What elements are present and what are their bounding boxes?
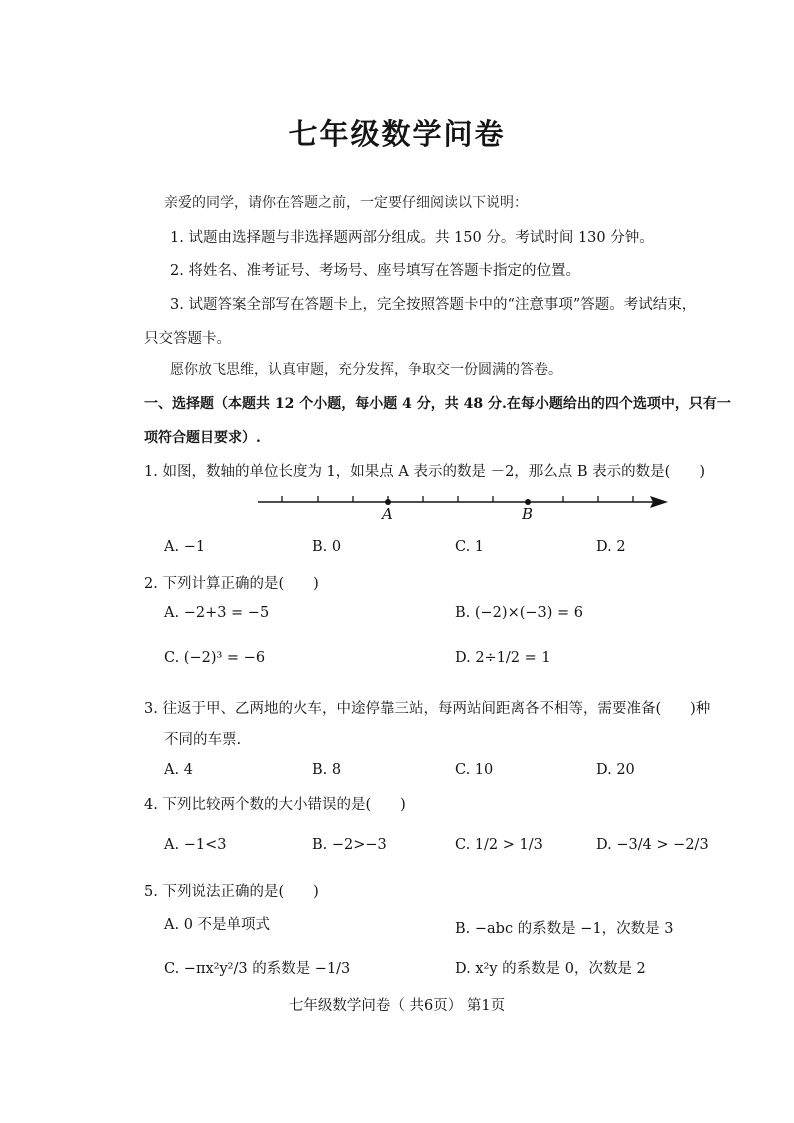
intro-wish: 愿你放飞思维，认真审题，充分发挥，争取交一份圆满的答卷。 xyxy=(170,362,562,378)
axis-ticks xyxy=(282,496,633,502)
question-4-stem: 4. 下列比较两个数的大小错误的是( ) xyxy=(144,797,406,813)
q5-option-c: C. −πx²y²/3 的系数是 −1/3 xyxy=(164,961,351,977)
question-3-stem-line-2: 不同的车票. xyxy=(164,732,242,748)
q1-option-c: C. 1 xyxy=(455,539,485,555)
q3-option-d: D. 20 xyxy=(596,762,635,778)
point-b-label: B xyxy=(522,505,534,523)
q2-option-c: C. (−2)³ = −6 xyxy=(164,650,266,666)
q4-option-b: B. −2>−3 xyxy=(312,837,387,853)
q4-option-a: A. −1<3 xyxy=(164,837,227,853)
intro-greeting: 亲爱的同学，请你在答题之前，一定要仔细阅读以下说明： xyxy=(164,195,528,211)
q4-option-c: C. 1/2 > 1/3 xyxy=(455,837,543,853)
q2-option-b: B. (−2)×(−3) = 6 xyxy=(455,605,583,621)
question-3-stem-line-1: 3. 往返于甲、乙两地的火车，中途停靠三站，每两站间距离各不相等，需要准备( )种 xyxy=(144,701,711,717)
point-a-label: A xyxy=(382,505,393,523)
intro-rule-3-line-1: 3. 试题答案全部写在答题卡上，完全按照答题卡中的“注意事项”答题。考试结束， xyxy=(170,297,697,313)
q5-option-d: D. x²y 的系数是 0，次数是 2 xyxy=(455,961,646,977)
q5-option-b: B. −abc 的系数是 −1，次数是 3 xyxy=(455,921,674,937)
question-1-stem: 1. 如图，数轴的单位长度为 1，如果点 A 表示的数是 －2，那么点 B 表示的数是( ) xyxy=(144,464,705,480)
number-line-figure xyxy=(258,488,668,528)
intro-rule-1: 1. 试题由选择题与非选择题两部分组成。共 150 分。考试时间 130 分钟。 xyxy=(170,230,654,246)
q3-option-a: A. 4 xyxy=(164,762,193,778)
question-2-stem: 2. 下列计算正确的是( ) xyxy=(144,576,319,592)
page-footer: 七年级数学问卷（ 共6页） 第1页 xyxy=(288,998,506,1014)
q1-option-b: B. 0 xyxy=(312,539,342,555)
q1-option-a: A. −1 xyxy=(164,539,206,555)
q5-option-a: A. 0 不是单项式 xyxy=(164,917,271,933)
question-5-stem: 5. 下列说法正确的是( ) xyxy=(144,884,319,900)
q2-option-a: A. −2+3 = −5 xyxy=(164,605,270,621)
section-1-heading-line-1: 一、选择题（本题共 12 个小题，每小题 4 分，共 48 分.在每小题给出的四个选项中，只有一 xyxy=(144,396,731,412)
intro-rule-3-line-2: 只交答题卡。 xyxy=(144,331,231,347)
page-title: 七年级数学问卷 xyxy=(288,117,506,151)
q3-option-b: B. 8 xyxy=(312,762,342,778)
intro-rule-2: 2. 将姓名、准考证号、考场号、座号填写在答题卡指定的位置。 xyxy=(170,263,580,279)
q2-option-d: D. 2÷1/2 = 1 xyxy=(455,650,551,666)
q3-option-c: C. 10 xyxy=(455,762,494,778)
section-1-heading-line-2: 项符合题目要求）. xyxy=(144,430,261,446)
q1-option-d: D. 2 xyxy=(596,539,626,555)
number-line xyxy=(258,488,668,528)
q4-option-d: D. −3/4 > −2/3 xyxy=(596,837,709,853)
